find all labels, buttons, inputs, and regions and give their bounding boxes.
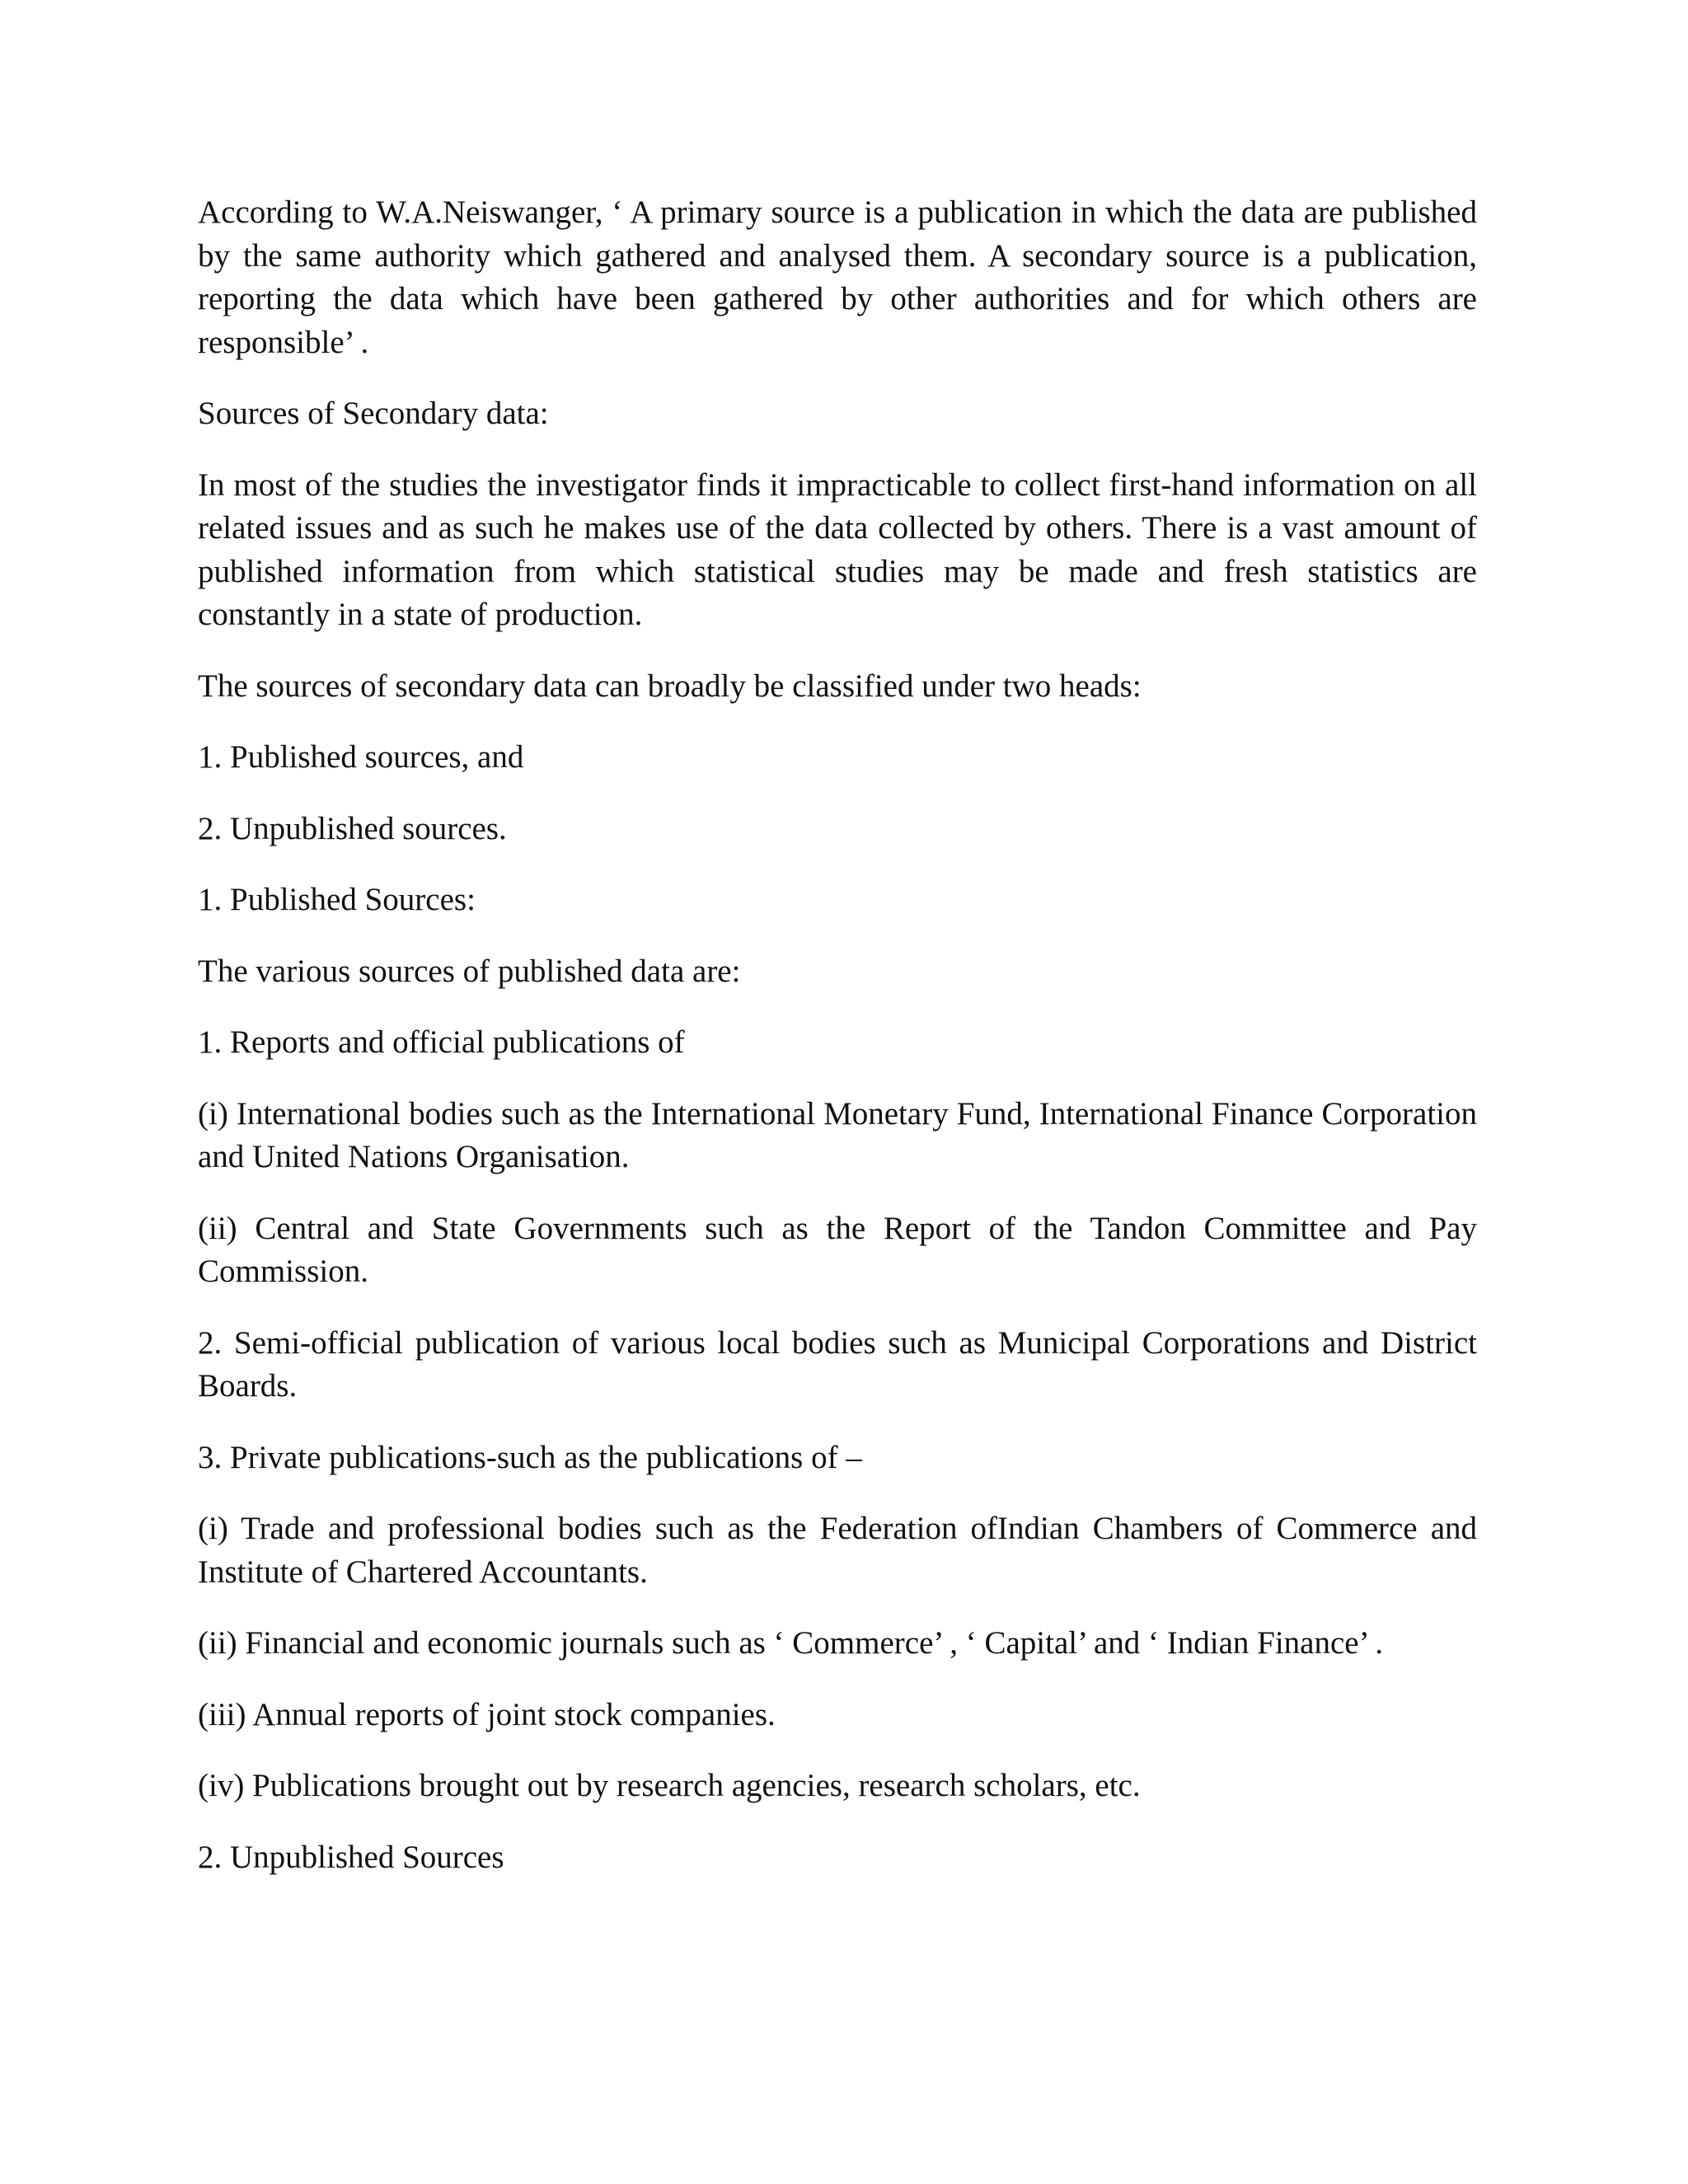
neiswanger-definition-paragraph: According to W.A.Neiswanger, ‘ A primary source is a publication in which the data are published by the same authority which gathered and analysed them. A secondary source is a publication, reporting the data which have been gathered by other authorities and for which others are responsible’ . (198, 194, 1477, 360)
unpublished-sources-heading: 2. Unpublished Sources (198, 1839, 504, 1875)
list-item-governments: (ii) Central and State Governments such as the Report of the Tandon Committee and Pay Commission. (198, 1210, 1477, 1289)
list-item-unpublished: 2. Unpublished sources. (198, 810, 507, 846)
published-data-intro: The various sources of published data are: (198, 953, 741, 989)
list-item-semi-official: 2. Semi-official publication of various local bodies such as Municipal Corporations and District Boards. (198, 1324, 1477, 1404)
list-item-annual-reports: (iii) Annual reports of joint stock companies. (198, 1696, 776, 1732)
list-item-reports: 1. Reports and official publications of (198, 1024, 685, 1060)
list-item-published: 1. Published sources, and (198, 739, 524, 775)
classification-paragraph: The sources of secondary data can broadly be classified under two heads: (198, 668, 1142, 704)
list-item-research-publications: (iv) Publications brought out by research agencies, research scholars, etc. (198, 1768, 1141, 1803)
published-sources-heading: 1. Published Sources: (198, 882, 476, 917)
list-item-journals: (ii) Financial and economic journals such as ‘ Commerce’ , ‘ Capital’ and ‘ Indian Finance’ . (198, 1625, 1384, 1661)
list-item-international-bodies: (i) International bodies such as the International Monetary Fund, International Finance Corporation and United Nations Organisation. (198, 1095, 1477, 1174)
secondary-data-intro-paragraph: In most of the studies the investigator finds it impracticable to collect first-hand information on all related issues and as such he makes use of the data collected by others. There is a vast amount of published information from which statistical studies may be made and fresh statistics are constantly in a state of production. (198, 466, 1477, 632)
list-item-private-publications: 3. Private publications-such as the publications of – (198, 1439, 862, 1475)
secondary-sources-heading: Sources of Secondary data: (198, 396, 549, 431)
document-body (198, 191, 1477, 1907)
list-item-trade-bodies: (i) Trade and professional bodies such as the Federation ofIndian Chambers of Commerce and Institute of Chartered Accountants. (198, 1511, 1477, 1590)
